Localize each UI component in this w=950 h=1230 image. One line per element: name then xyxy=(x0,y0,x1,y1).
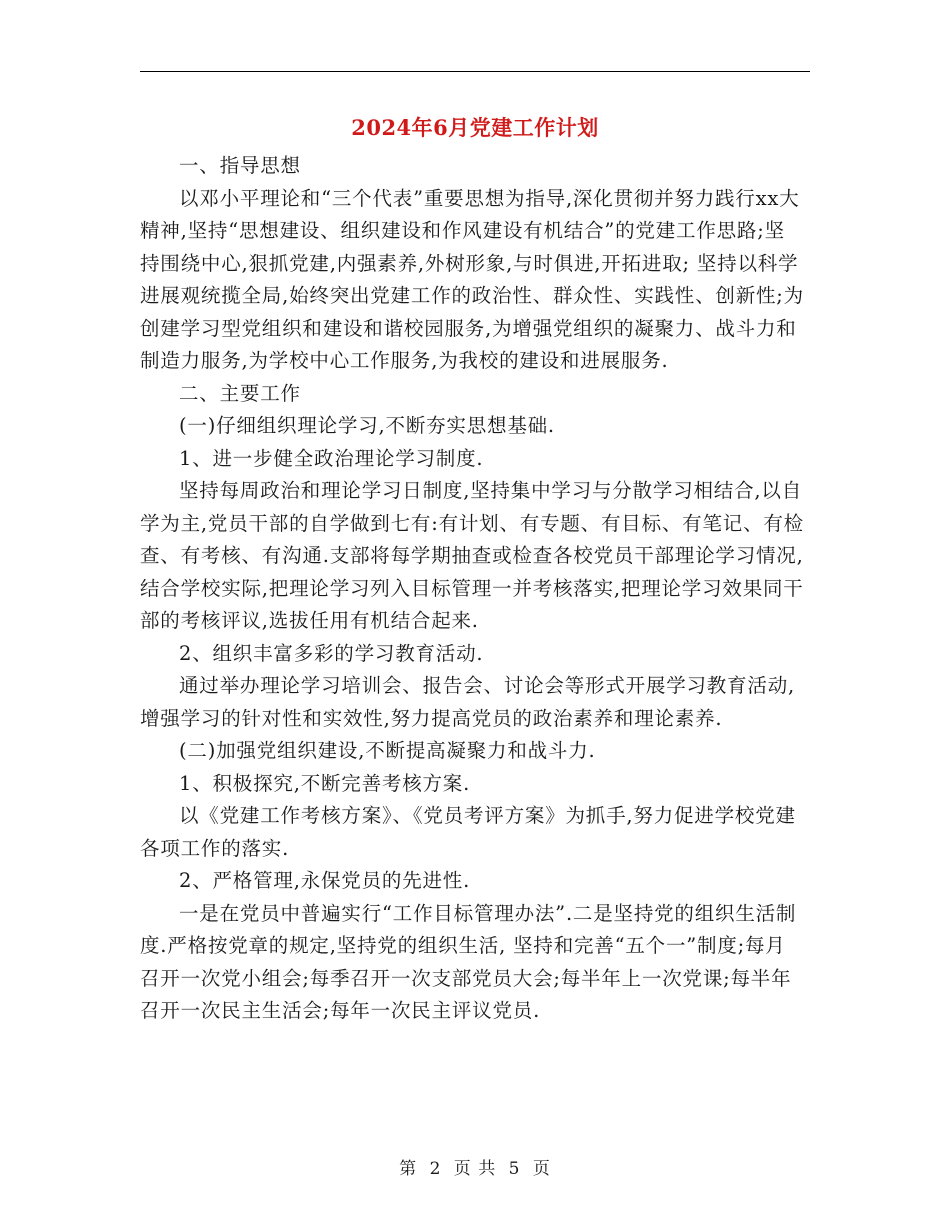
item-heading-study-system: 1、进一步健全政治理论学习制度. xyxy=(179,446,484,470)
section-heading-guiding-ideology: 一、指导思想 xyxy=(179,154,301,177)
footer-prefix: 第 xyxy=(399,1159,418,1179)
paragraph-assessment-plan: 以《党建工作考核方案》、《党员考评方案》为抓手,努力促进学校党建各项工作的落实. xyxy=(140,804,796,860)
subsection-heading-organization-building: (二)加强党组织建设,不断提高凝聚力和战斗力. xyxy=(179,739,596,762)
item-heading-assessment-plan: 1、积极探究,不断完善考核方案. xyxy=(179,771,471,795)
section-heading-main-work: 二、主要工作 xyxy=(179,381,301,405)
footer-current-page: 2 xyxy=(429,1159,442,1179)
document-body xyxy=(140,150,805,1028)
footer-middle: 页 共 xyxy=(453,1159,497,1179)
subsection-heading-theory-study: (一)仔细组织理论学习,不断夯实思想基础. xyxy=(179,414,555,437)
item-heading-education-activities: 2、组织丰富多彩的学习教育活动. xyxy=(179,641,484,665)
footer-suffix: 页 xyxy=(532,1159,551,1179)
paragraph-study-system: 坚持每周政治和理论学习日制度,坚持集中学习与分散学习相结合,以自学为主,党员干部的自学做到七有:有计划、有专题、有目标、有笔记、有检查、有考核、有沟通.支部将每学期抽查或检查各校党员干部理论学习情况,结合学校实际,把理论学习列入目标管理一并考核落实,把理论学习效果同干部的考核评议,选拔任用有机结合起来. xyxy=(140,479,804,632)
paragraph-education-activities: 通过举办理论学习培训会、报告会、讨论会等形式开展学习教育活动,增强学习的针对性和实效性,努力提高党员的政治素养和理论素养. xyxy=(140,674,795,730)
header-rule xyxy=(140,71,810,72)
footer-total-pages: 5 xyxy=(508,1159,521,1179)
document-title: 2024年6月党建工作计划 xyxy=(351,115,599,140)
paragraph-guiding-ideology: 以邓小平理论和“三个代表”重要思想为指导,深化贯彻并努力践行xx大精神,坚持“思想建设、组织建设和作风建设有机结合”的党建工作思路;坚持围绕中心,狠抓党建,内强素养,外树形象,与时俱进,开拓进取; 坚持以科学进展观统揽全局,始终突出党建工作的政治性、群众性、实践性、创新性;为创建学习型党组织和建设和谐校园服务,为增强党组织的凝聚力、战斗力和制造力服务,为学校中心工作服务,为我校的建设和进展服务. xyxy=(140,186,804,372)
item-heading-strict-management: 2、严格管理,永保党员的先进性. xyxy=(179,869,471,892)
page-footer xyxy=(140,1154,810,1179)
paragraph-strict-management: 一是在党员中普遍实行“工作目标管理办法”.二是坚持党的组织生活制度.严格按党章的规定,坚持党的组织生活, 坚持和完善“五个一”制度;每月召开一次党小组会;每季召开一次支部党员大会;每半年上一次党课;每半年召开一次民主生活会;每年一次民主评议党员. xyxy=(140,901,797,1022)
